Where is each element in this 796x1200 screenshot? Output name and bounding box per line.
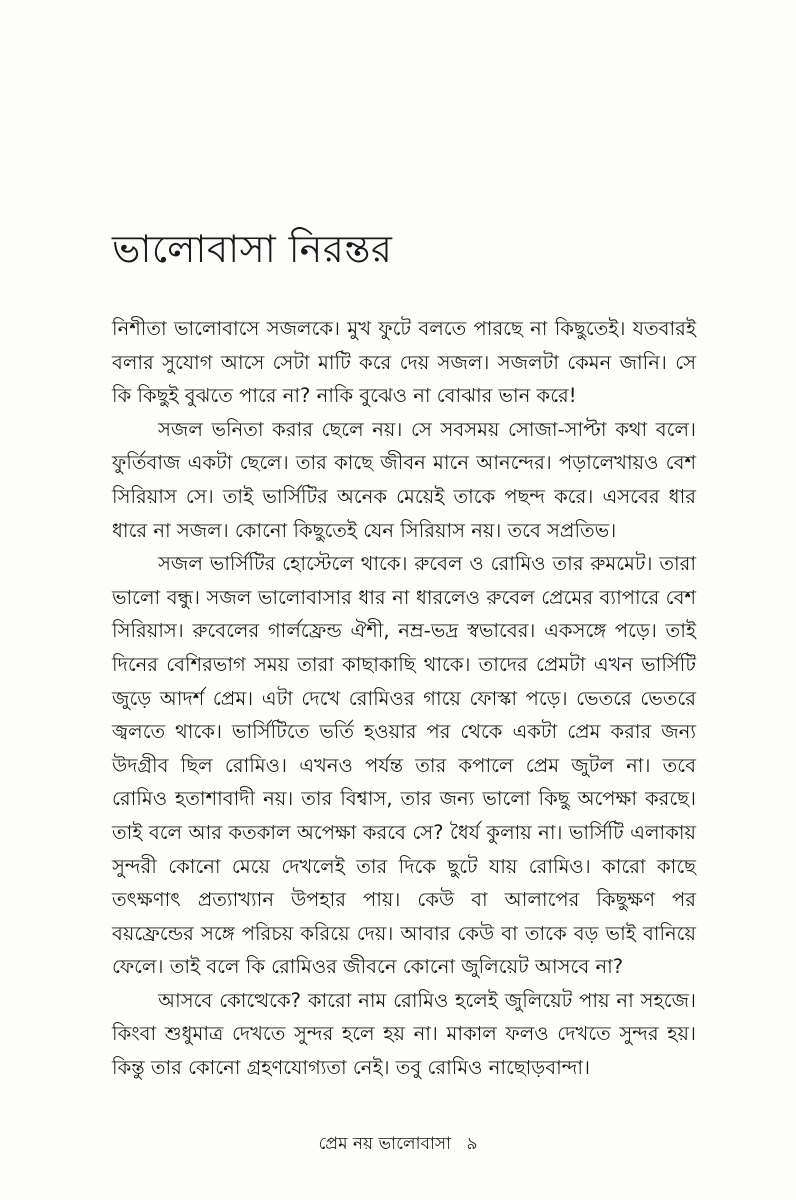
body-text [112,312,696,1085]
paragraph: সজল ভনিতা করার ছেলে নয়। সে সবসময় সোজা-সাপ্টা কথা বলে। ফুর্তিবাজ একটা ছেলে। তার কাছে জীবন মানে আনন্দের। পড়ালেখায়ও বেশ সিরিয়াস সে। তাই ভার্সিটির অনেক মেয়েই তাকে পছন্দ করে। এসবের ধার ধারে না সজল। কোনো কিছুতেই যেন সিরিয়াস নয়। তবে সপ্রতিভ। [112,417,696,542]
running-footer [0,1131,796,1159]
paragraph: আসবে কোত্থেকে? কারো নাম রোমিও হলেই জুলিয়েট পায় না সহজে। কিংবা শুধুমাত্র দেখতে সুন্দর হলে হয় না। মাকাল ফলও দেখতে সুন্দর হয়। কিন্তু তার কোনো গ্রহণযোগ্যতা নেই। তবু রোমিও নাছোড়বান্দা। [112,988,696,1080]
paragraph: সজল ভার্সিটির হোস্টেলে থাকে। রুবেল ও রোমিও তার রুমমেট। তারা ভালো বন্ধু। সজল ভালোবাসার ধার না ধারলেও রুবেল প্রেমের ব্যাপারে বেশ সিরিয়াস। রুবেলের গার্লফ্রেন্ড ঐশী, নম্র-ভদ্র স্বভাবের। একসঙ্গে পড়ে। তাই দিনের বেশিরভাগ সময় তারা কাছাকাছি থাকে। তাদের প্রেমটা এখন ভার্সিটি জুড়ে আদর্শ প্রেম। এটা দেখে রোমিওর গায়ে ফোস্কা পড়ে। ভেতরে ভেতরে জ্বলতে থাকে। ভার্সিটিতে ভর্তি হওয়ার পর থেকে একটা প্রেম করার জন্য উদগ্রীব ছিল রোমিও। এখনও পর্যন্ত তার কপালে প্রেম জুটল না। তবে রোমিও হতাশাবাদী নয়। তার বিশ্বাস, তার জন্য ভালো কিছু অপেক্ষা করছে। তাই বলে আর কতকাল অপেক্ষা করবে সে? ধৈর্য কুলায় না। ভার্সিটি এলাকায় সুন্দরী কোনো মেয়ে দেখলেই তার দিকে ছুটে যায় রোমিও। কারো কাছে তৎক্ষণাৎ প্রত্যাখ্যান উপহার পায়। কেউ বা আলাপের কিছুক্ষণ পর বয়ফ্রেন্ডের সঙ্গে পরিচয় করিয়ে দেয়। আবার কেউ বা তাকে বড় ভাই বানিয়ে ফেলে। তাই বলে কি রোমিওর জীবনে কোনো জুলিয়েট আসবে না? [112,552,696,979]
chapter-title: ভালোবাসা নিরন্তর [112,227,393,271]
page-number: ৯ [466,1134,478,1154]
footer-book-title: প্রেম নয় ভালোবাসা [318,1134,452,1154]
paragraph: নিশীতা ভালোবাসে সজলকে। মুখ ফুটে বলতে পারছে না কিছুতেই। যতবারই বলার সুযোগ আসে সেটা মাটি করে দেয় সজল। সজলটা কেমন জানি। সে কি কিছুই বুঝতে পারে না? নাকি বুঝেও না বোঝার ভান করে! [112,317,696,408]
